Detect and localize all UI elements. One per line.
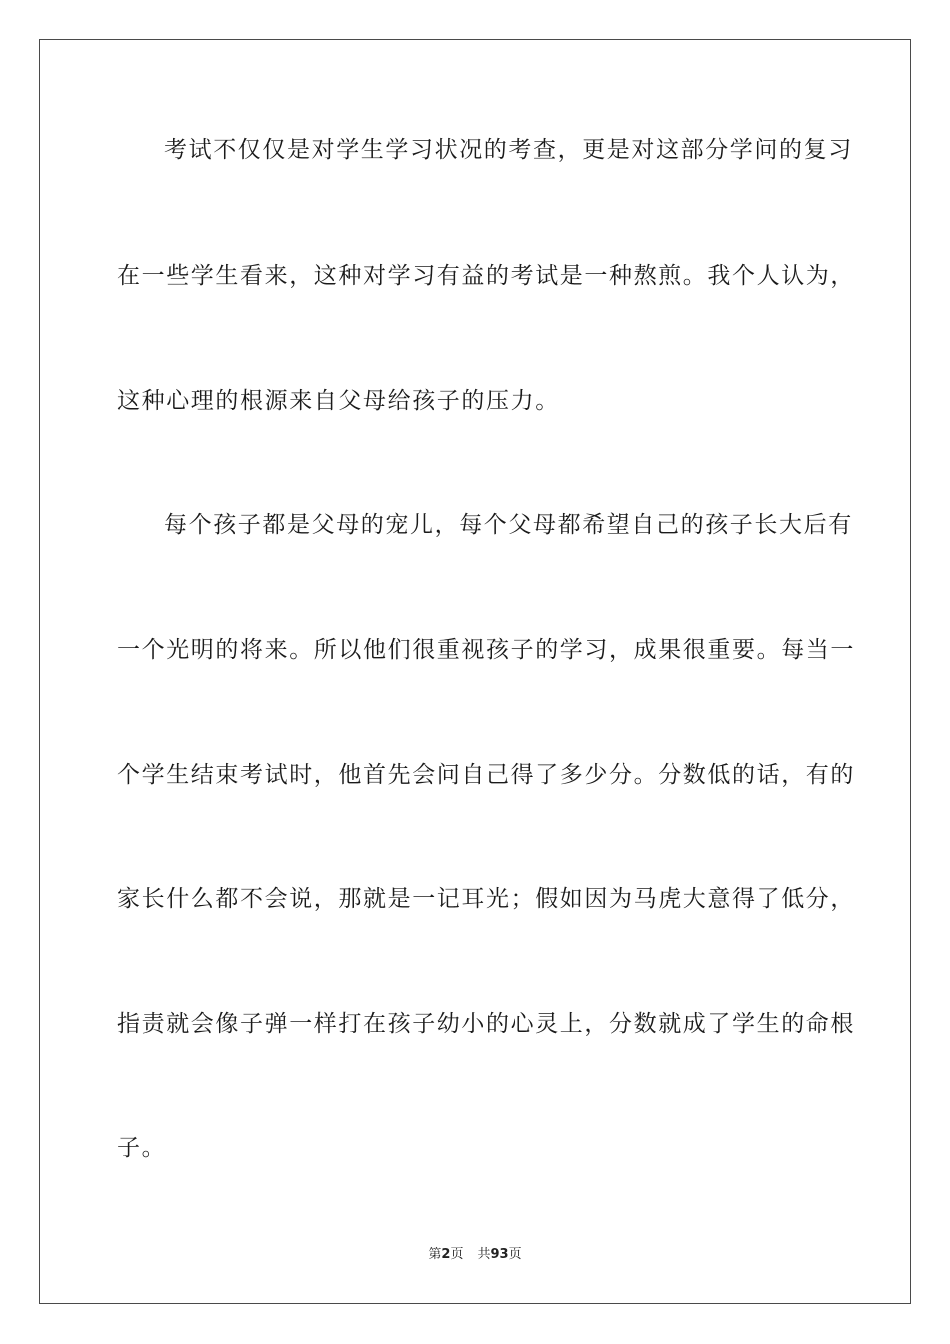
- paragraph-2-line-5: 指责就会像子弹一样打在孩子幼小的心灵上，分数就成了学生的命根: [117, 1011, 855, 1037]
- page-footer: [0, 1246, 950, 1264]
- paragraph-1-line-3: 这种心理的根源来自父母给孩子的压力。: [117, 388, 560, 414]
- paragraph-2-line-6: 子。: [117, 1135, 167, 1161]
- total-label-prefix: 共: [477, 1247, 491, 1262]
- paragraph-1-line-2: 在一些学生看来，这种对学习有益的考试是一种熬煎。我个人认为，: [117, 263, 855, 289]
- page-number: 2: [441, 1247, 451, 1262]
- paragraph-1-line-1: 考试不仅仅是对学生学习状况的考查，更是对这部分学问的复习: [164, 137, 853, 163]
- page-label-suffix: 页: [450, 1247, 464, 1262]
- page-border: [39, 39, 911, 1304]
- paragraph-2-line-2: 一个光明的将来。所以他们很重视孩子的学习，成果很重要。每当一: [117, 637, 855, 663]
- paragraph-2-line-4: 家长什么都不会说，那就是一记耳光；假如因为马虎大意得了低分，: [117, 886, 855, 912]
- total-label-suffix: 页: [508, 1247, 522, 1262]
- page-label-prefix: 第: [428, 1247, 442, 1262]
- paragraph-2-line-1: 每个孩子都是父母的宠儿，每个父母都希望自己的孩子长大后有: [164, 512, 853, 538]
- total-pages: 93: [490, 1247, 509, 1262]
- paragraph-2-line-3: 个学生结束考试时，他首先会问自己得了多少分。分数低的话，有的: [117, 762, 855, 788]
